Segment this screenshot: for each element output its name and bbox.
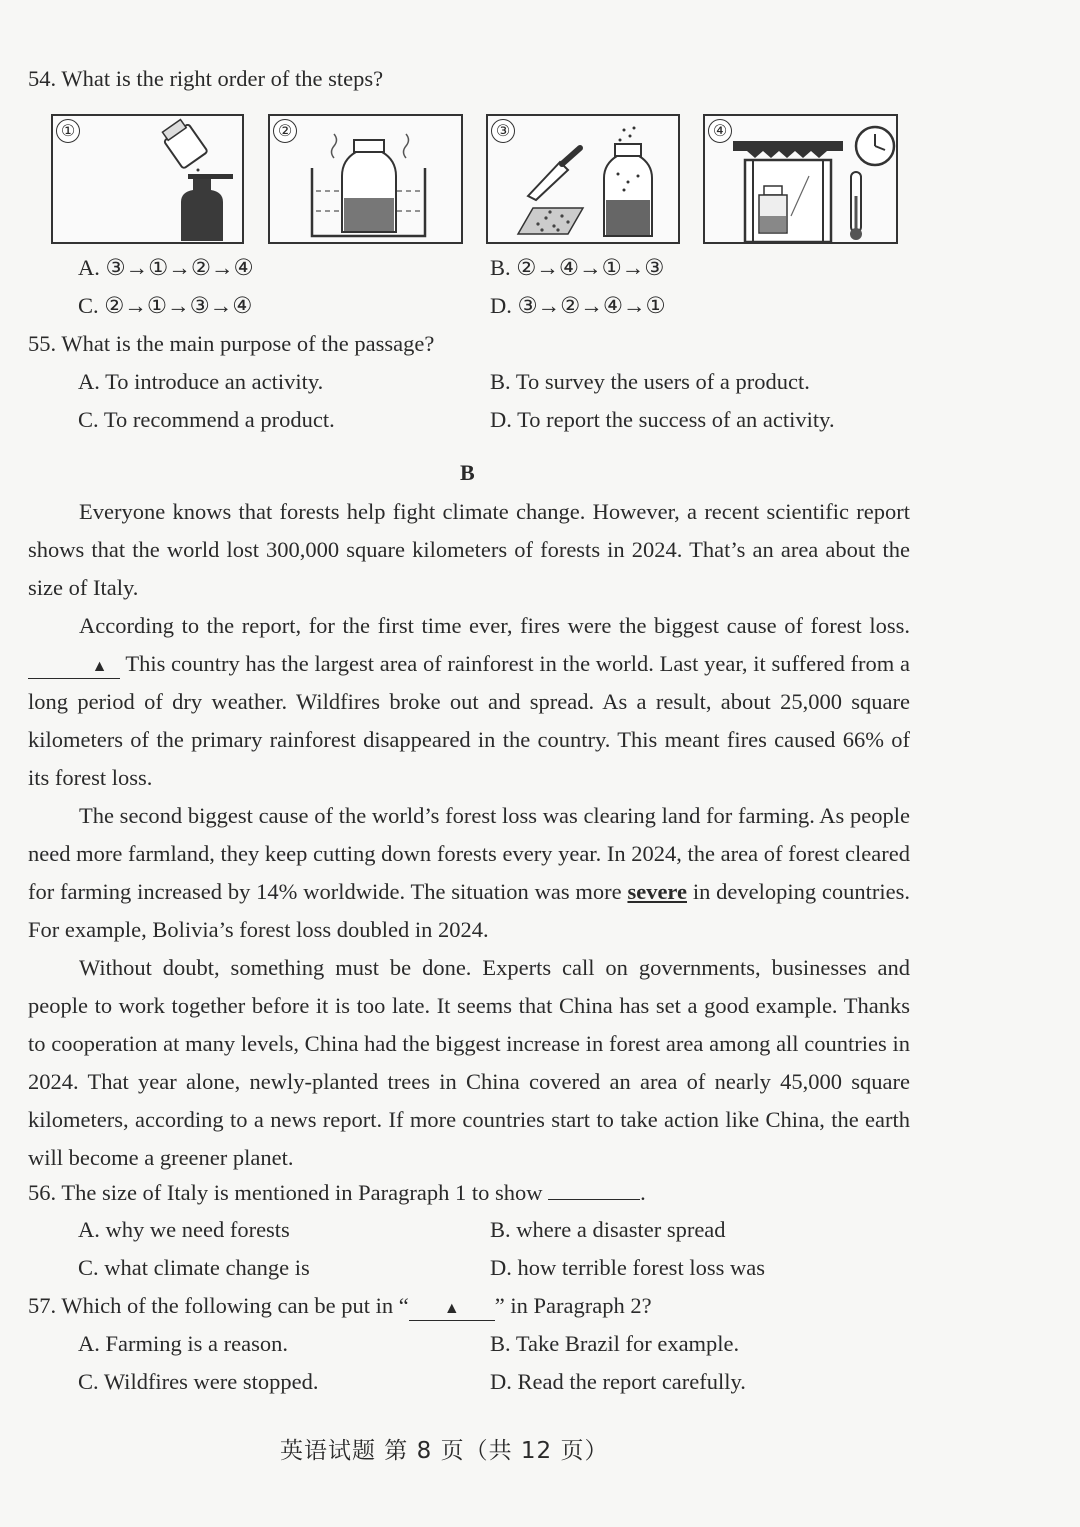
q56-option-b[interactable]: B. where a disaster spread <box>490 1217 726 1242</box>
q54-question: 54. What is the right order of the steps? <box>28 66 384 91</box>
step-picture-4 <box>703 114 898 244</box>
paragraph-3-start: The second biggest cause of the world’s forest loss was clearing land for farming. As people need more farmland, they keep cutting down forests every year. In 2024, the area of forest cleared for farming increased by 14% worldwide. The situation was more <box>28 803 910 904</box>
step-picture-1 <box>51 114 244 244</box>
q55-option-a[interactable]: A. To introduce an activity. <box>78 369 324 394</box>
step-number: ② <box>273 119 297 143</box>
step-number: ④ <box>708 119 732 143</box>
q57-question-end: ” in Paragraph 2? <box>494 1293 652 1318</box>
q56-question <box>28 1179 646 1206</box>
shelf-clock-thermometer-icon <box>705 116 900 246</box>
answer-blank: ▲ <box>409 1298 495 1321</box>
q57-option-d[interactable]: D. Read the report carefully. <box>490 1369 746 1394</box>
paragraph-1: Everyone knows that forests help fight climate change. However, a recent scientific report shows that the world lost 300,000 square kilometers of forests in 2024. That’s an area about the size of Italy. <box>28 499 910 600</box>
passage <box>28 493 910 1177</box>
knife-chopping-icon <box>488 116 682 246</box>
paragraph-2-start: According to the report, for the first time ever, fires were the biggest cause of forest loss. <box>79 613 910 638</box>
q57-option-a[interactable]: A. Farming is a reason. <box>78 1331 288 1356</box>
q56-option-d[interactable]: D. how terrible forest loss was <box>490 1255 765 1280</box>
q54-option-d[interactable]: D. ③→②→④→① <box>490 293 666 318</box>
answer-line <box>548 1179 640 1200</box>
step-picture-3 <box>486 114 680 244</box>
pouring-yeast-icon <box>53 116 246 246</box>
paragraph-2-end: This country has the largest area of rainforest in the world. Last year, it suffered from a long period of dry weather. Wildfires broke out and spread. As a result, about 25,000 square kilometers of the primary rainforest disappeared in the country. This meant fires caused 66% of its forest loss. <box>28 651 911 790</box>
q57-question <box>28 1293 652 1321</box>
q54-option-b[interactable]: B. ②→④→①→③ <box>490 255 665 280</box>
underlined-word: severe <box>627 879 687 904</box>
warm-water-bath-icon <box>270 116 465 246</box>
page-footer: 英语试题 第 8 页（共 12 页） <box>280 1438 609 1464</box>
q56-option-a[interactable]: A. why we need forests <box>78 1217 290 1242</box>
paragraph-4: Without doubt, something must be done. Experts call on governments, businesses and people to work together before it is too late. It seems that China has set a good example. Thanks to cooperation at many levels, China had the biggest increase in forest area among all countries in 2024. That year alone, newly-planted trees in China covered an area of nearly 45,000 square kilometers, according to a news report. If more countries start to take action like China, the earth will become a greener planet. <box>28 955 910 1170</box>
answer-blank: ▲ <box>28 656 120 679</box>
q54-option-c[interactable]: C. ②→①→③→④ <box>78 293 253 318</box>
paragraph-3-end: in developing countries. For example, Bolivia’s forest loss doubled in 2024. <box>28 879 911 942</box>
step-number: ① <box>56 119 80 143</box>
q57-option-b[interactable]: B. Take Brazil for example. <box>490 1331 740 1356</box>
q54-option-a[interactable]: A. ③→①→②→④ <box>78 255 254 280</box>
q55-option-d[interactable]: D. To report the success of an activity. <box>490 407 835 432</box>
step-picture-2 <box>268 114 463 244</box>
q55-option-c[interactable]: C. To recommend a product. <box>78 407 335 432</box>
section-heading: B <box>460 460 475 485</box>
q55-question: 55. What is the main purpose of the passage? <box>28 331 435 356</box>
q56-question-text: 56. The size of Italy is mentioned in Paragraph 1 to show <box>28 1180 543 1205</box>
q57-question-text: 57. Which of the following can be put in “ <box>28 1293 409 1318</box>
paragraph-3 <box>28 797 910 949</box>
q55-option-b[interactable]: B. To survey the users of a product. <box>490 369 810 394</box>
q57-option-c[interactable]: C. Wildfires were stopped. <box>78 1369 319 1394</box>
paragraph-2 <box>28 607 910 797</box>
q56-question-end: . <box>640 1180 646 1205</box>
step-number: ③ <box>491 119 515 143</box>
q56-option-c[interactable]: C. what climate change is <box>78 1255 310 1280</box>
